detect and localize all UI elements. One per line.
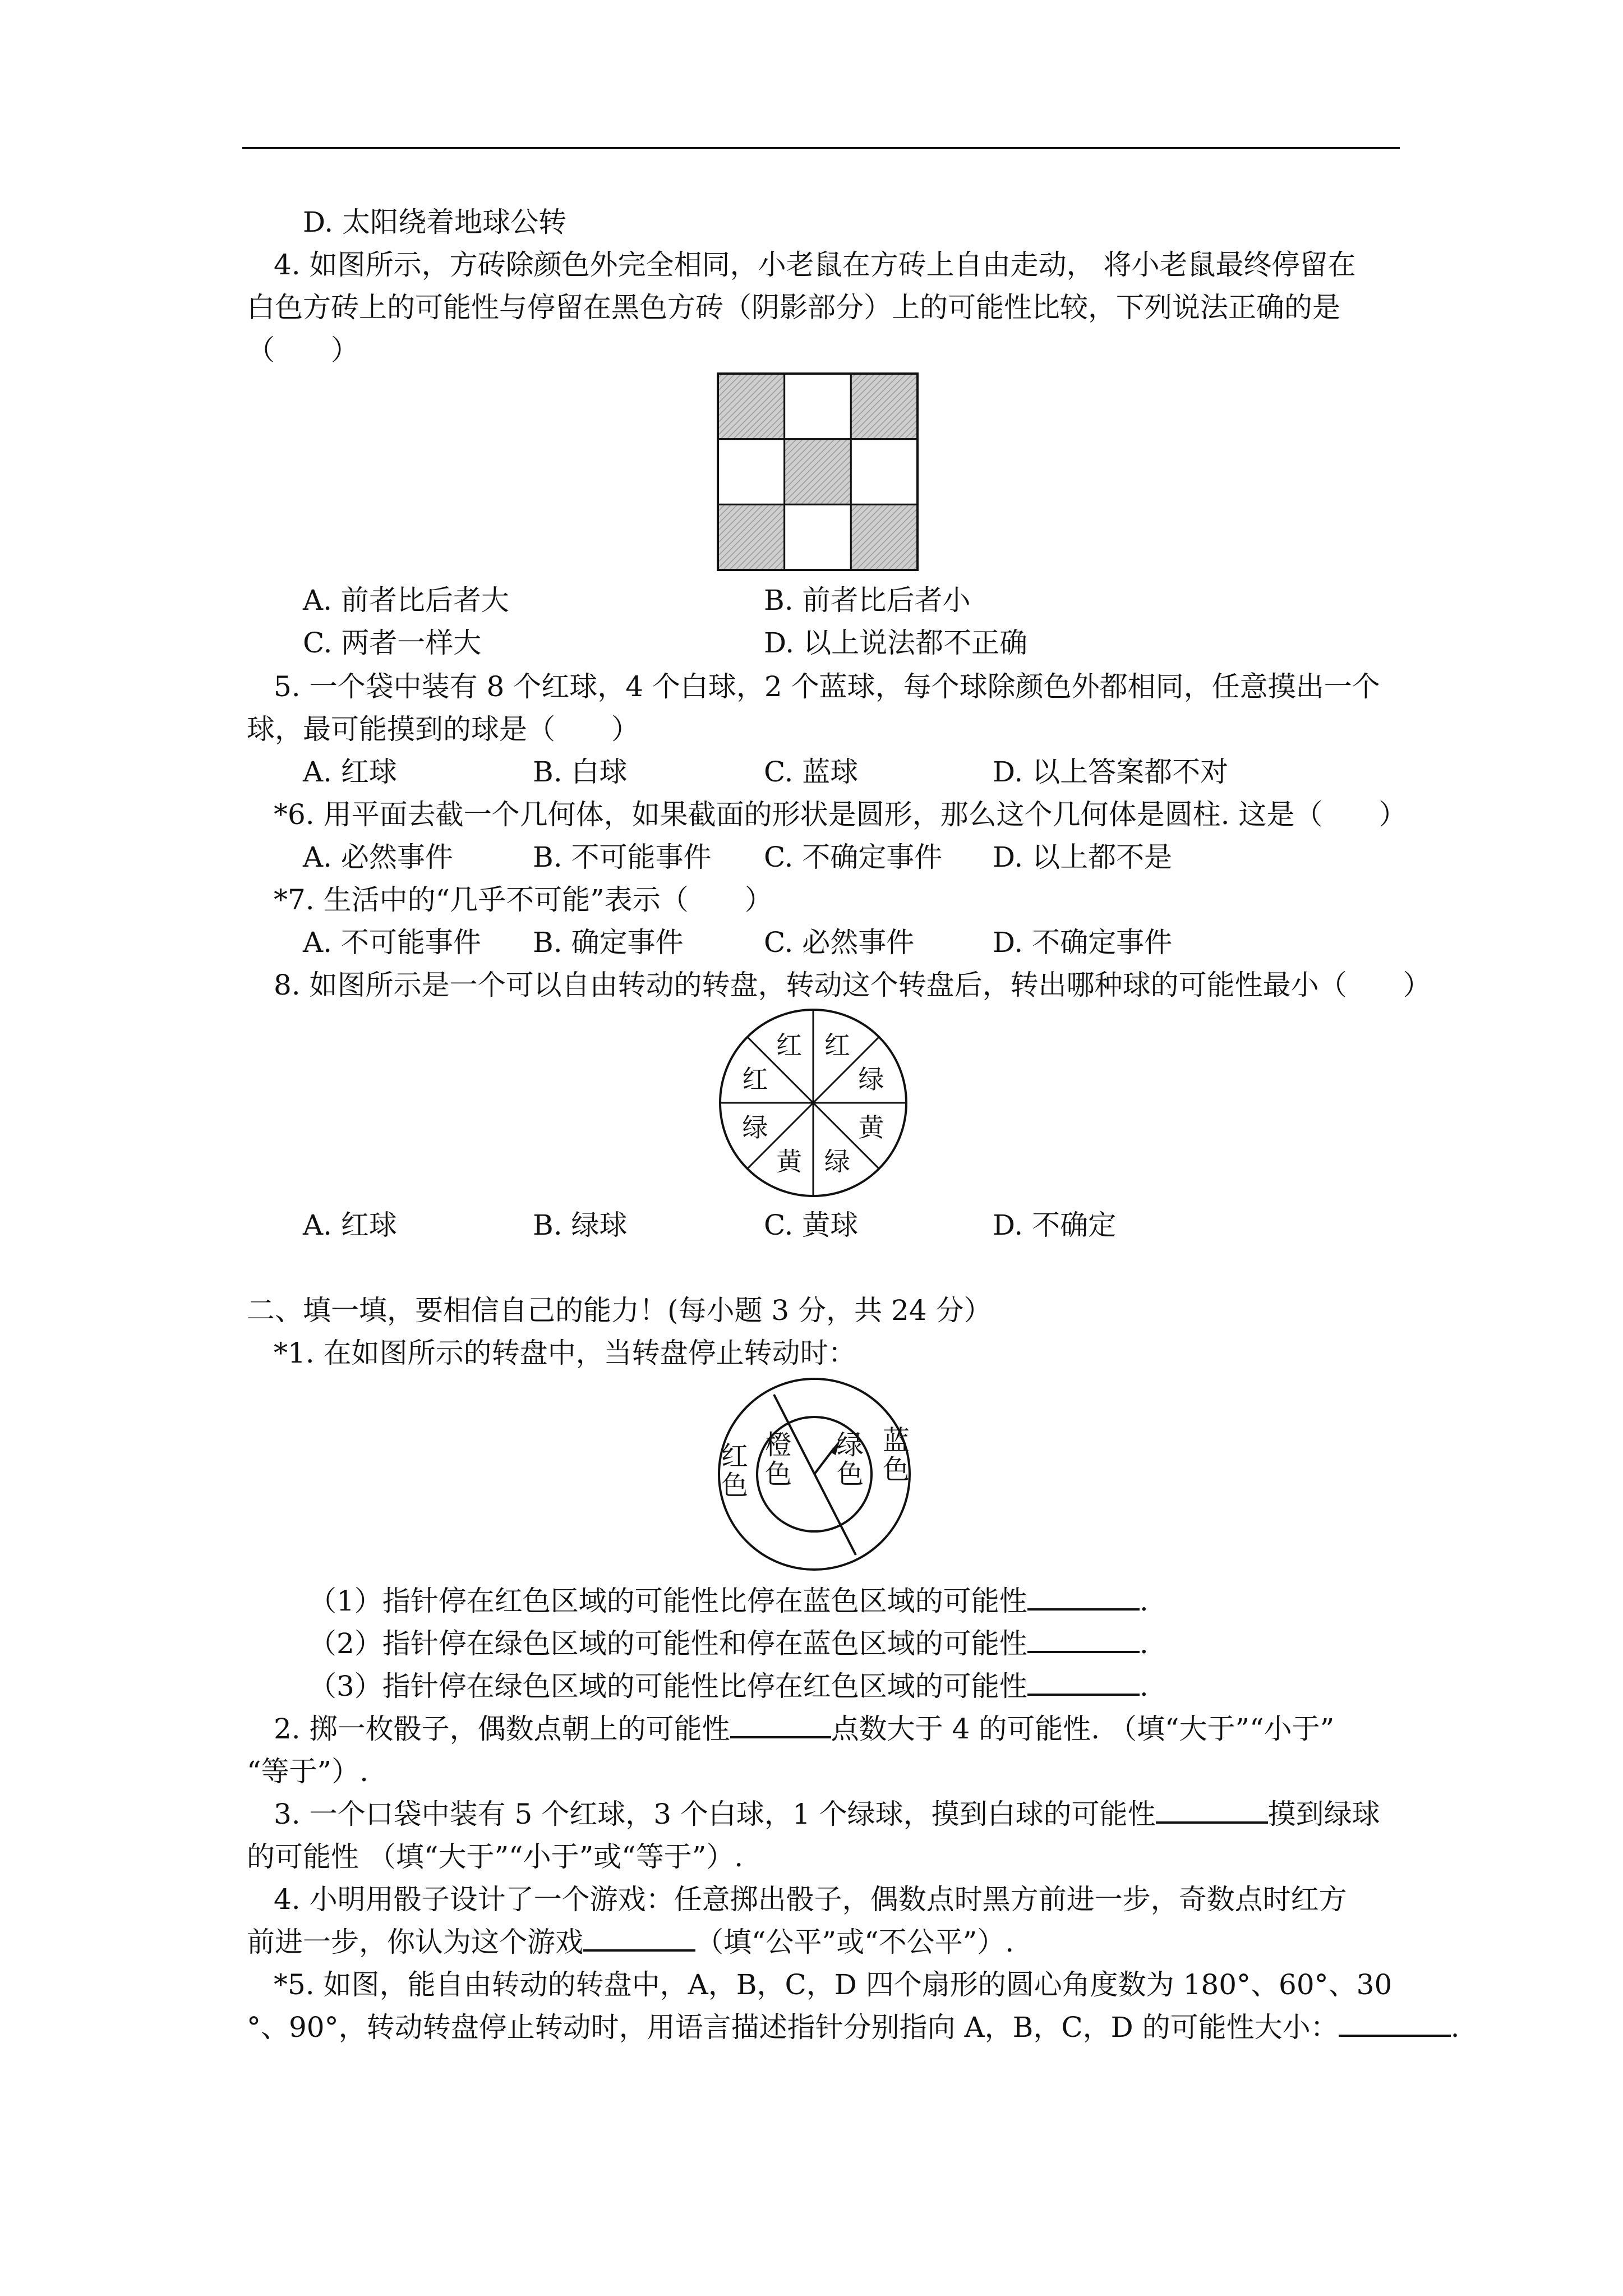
s2-q4-line2: 前进一步，你认为这个游戏 （填“公平”或“不公平”）. [247,1926,1015,1958]
s2-q4-line1: 4. 小明用骰子设计了一个游戏：任意掷出骰子，偶数点时黑方前进一步，奇数点时红方 [274,1883,1347,1916]
q4-option-d: D. 以上说法都不正确 [764,627,1028,659]
answer-blank[interactable] [1027,1628,1140,1653]
s2-q1-stem: *1. 在如图所示的转盘中，当转盘停止转动时： [274,1337,856,1369]
q3-option-d: D. 太阳绕着地球公转 [303,206,567,238]
white-tile [851,439,917,505]
s2-q3-line2: 的可能性 （填“大于”“小于”或“等于”）. [247,1841,744,1873]
q5-stem-line2: 球，最可能摸到的球是（ ） [247,713,639,746]
ring-right-char1: 蓝 [882,1425,910,1456]
q4-option-a: A. 前者比后者大 [303,584,509,616]
white-tile [718,439,785,505]
q7-stem: *7. 生活中的“几乎不可能”表示（ ） [274,884,773,916]
answer-blank[interactable] [1156,1799,1268,1824]
s2-q3-line1: 3. 一个口袋中装有 5 个红球，3 个白球，1 个绿球，摸到白球的可能性 摸到绿球 [274,1798,1380,1830]
section2-heading: 二、填一填，要相信自己的能力！(每小题 3 分，共 24 分） [247,1294,992,1327]
spinner-8-sector-figure [718,1007,909,1198]
inner-right-char1: 绿 [836,1429,864,1461]
shaded-tile [718,504,785,570]
s2-q5-line2: °、90°，转动转盘停止转动时，用语言描述指针分别指向 A，B，C，D 的可能性大小： . [247,2011,1460,2044]
q4-stem-line2: 白色方砖上的可能性与停留在黑色方砖（阴影部分）上的可能性比较，下列说法正确的是 [247,291,1340,324]
q5-option-d: D. 以上答案都不对 [993,756,1229,788]
q5-option-b: B. 白球 [533,756,628,788]
shaded-tile [785,439,851,505]
q7-option-d: D. 不确定事件 [993,926,1173,959]
q6-option-d: D. 以上都不是 [993,841,1173,873]
q6-stem: *6. 用平面去截一个几何体，如果截面的形状是圆形，那么这个几何体是圆柱. 这是（ ） [274,798,1407,831]
ring-left-char1: 红 [721,1441,749,1472]
q8-stem: 8. 如图所示是一个可以自由转动的转盘，转动这个转盘后，转出哪种球的可能性最小（ ） [274,969,1431,1001]
q6-option-c: C. 不确定事件 [764,841,943,873]
q4-stem-line1: 4. 如图所示，方砖除颜色外完全相同，小老鼠在方砖上自由走动， 将小老鼠最终停留在 [274,249,1356,281]
header-rule [242,147,1400,149]
ring-right-char2: 色 [882,1454,910,1485]
inner-left-char2: 色 [764,1458,792,1490]
q7-option-b: B. 确定事件 [533,926,684,959]
sector-label: 绿 [824,1146,850,1177]
q5-option-a: A. 红球 [303,756,397,788]
shaded-tile [851,504,917,570]
answer-blank[interactable] [1027,1671,1140,1696]
q4-option-b: B. 前者比后者小 [764,584,971,616]
sector-label: 绿 [742,1112,768,1143]
ring-left-char2: 色 [721,1470,749,1501]
q8-option-c: C. 黄球 [764,1209,859,1241]
s2-q2-line2: “等于”）. [247,1755,369,1788]
s2-q1-sub3: （3）指针停在绿色区域的可能性比停在红色区域的可能性 . [308,1670,1149,1703]
q7-option-c: C. 必然事件 [764,926,915,959]
inner-left-char1: 橙 [764,1429,792,1461]
answer-blank[interactable] [1339,2012,1451,2037]
white-tile [785,374,851,439]
s2-q1-sub2: （2）指针停在绿色区域的可能性和停在蓝色区域的可能性 . [308,1627,1149,1660]
shaded-tile [851,374,917,439]
q7-option-a: A. 不可能事件 [303,926,481,959]
shaded-tile [718,374,785,439]
white-tile [785,504,851,570]
sector-label: 黄 [776,1146,803,1177]
sector-label: 黄 [858,1112,884,1143]
answer-blank[interactable] [1027,1586,1140,1611]
q4-stem-line3: （ ） [247,334,359,366]
tile-grid-figure [717,372,919,571]
q6-option-a: A. 必然事件 [303,841,453,873]
q5-stem-line1: 5. 一个袋中装有 8 个红球，4 个白球，2 个蓝球，每个球除颜色外都相同，任意摸出一个 [274,670,1380,703]
sector-label: 红 [776,1030,803,1061]
q6-option-b: B. 不可能事件 [533,841,712,873]
q8-option-b: B. 绿球 [533,1209,628,1241]
q8-option-d: D. 不确定 [993,1209,1117,1241]
answer-blank[interactable] [583,1927,695,1952]
inner-right-char2: 色 [836,1458,864,1490]
s2-q5-line1: *5. 如图，能自由转动的转盘中，A，B，C，D 四个扇形的圆心角度数为 180°、60°、30 [274,1968,1393,2001]
sector-label: 红 [742,1064,768,1095]
q8-option-a: A. 红球 [303,1209,397,1241]
s2-q2-line1: 2. 掷一枚骰子，偶数点朝上的可能性 点数大于 4 的可能性. （填“大于”“小于” [274,1713,1335,1745]
sector-label: 绿 [858,1064,884,1095]
q5-option-c: C. 蓝球 [764,756,859,788]
sector-label: 红 [824,1030,850,1061]
q4-option-c: C. 两者一样大 [303,627,482,659]
spinner-ring-figure [713,1377,915,1572]
s2-q1-sub1: （1）指针停在红色区域的可能性比停在蓝色区域的可能性 . [308,1585,1149,1617]
answer-blank[interactable] [730,1714,831,1738]
